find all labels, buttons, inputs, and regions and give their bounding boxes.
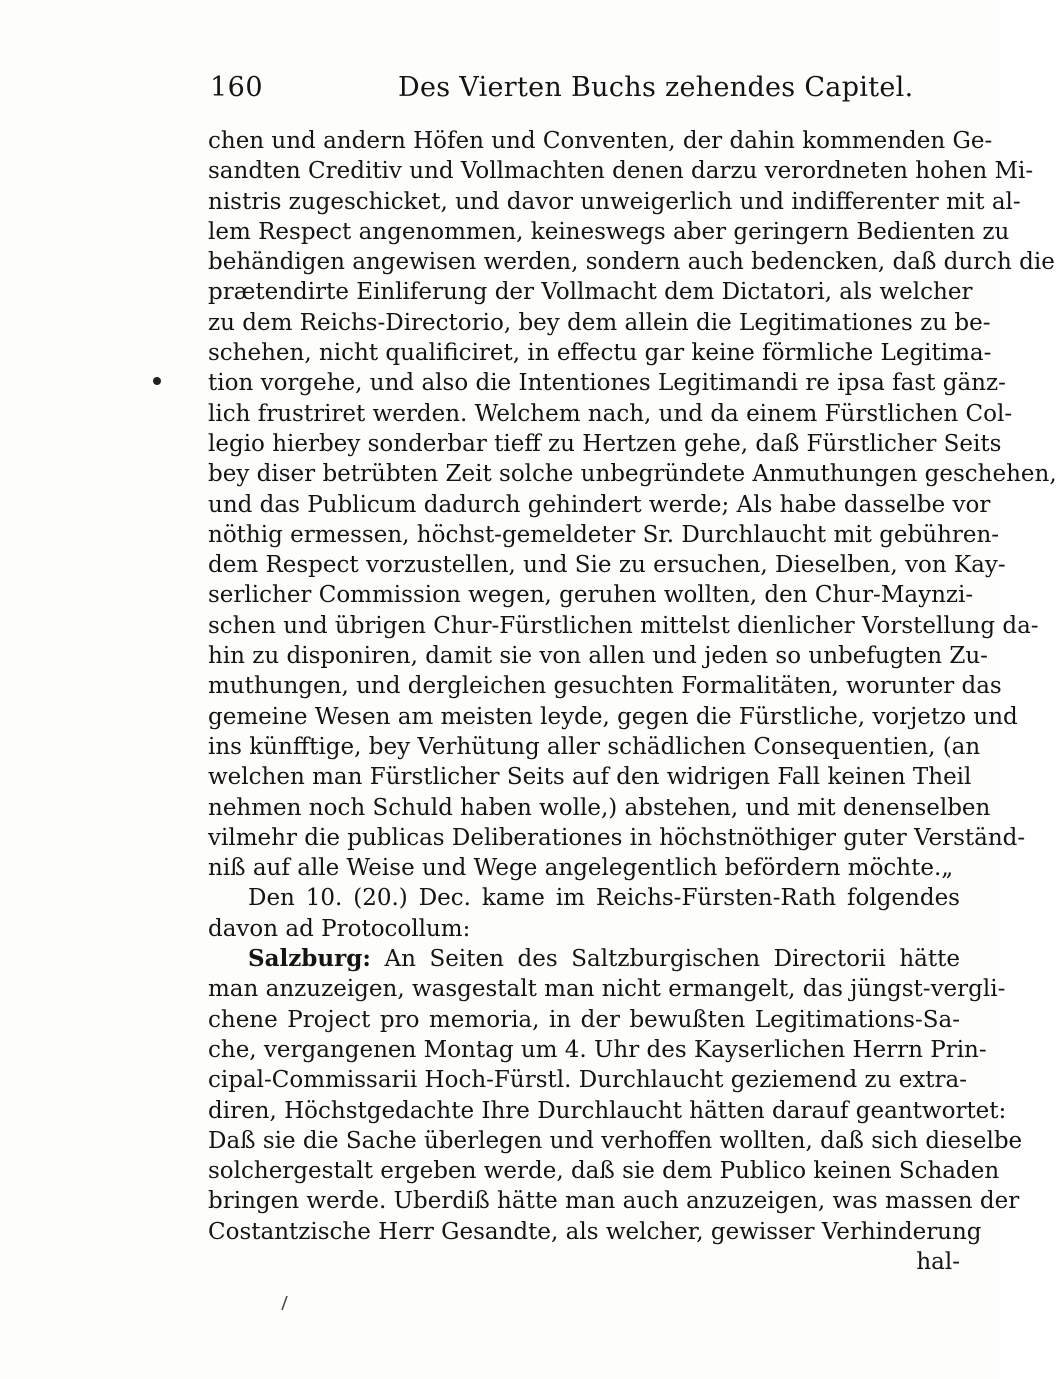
text-line: schen und übrigen Chur-Fürstlichen mittelst dienlicher Vorstellung da- (208, 612, 1039, 639)
text-line: bey diser betrübten Zeit solche unbegründete Anmuthungen geschehen, (208, 461, 1057, 488)
text-line: lem Respect angenommen, keineswegs aber geringern Bedienten zu (208, 218, 1010, 245)
body-text (208, 126, 1057, 1277)
text-line: welchen man Fürstlicher Seits auf den widrigen Fall keinen Theil (208, 764, 972, 791)
text-line: diren, Höchstgedachte Ihre Durchlaucht hätten darauf geantwortet: (208, 1097, 1007, 1124)
text-line: man anzuzeigen, wasgestalt man nicht ermangelt, das jüngst-vergli- (208, 976, 1006, 1003)
text-line: tion vorgehe, und also die Intentiones Legitimandi re ipsa fast gänz- (208, 370, 1006, 397)
text-line: zu dem Reichs-Directorio, bey dem allein die Legitimationes zu be- (208, 309, 991, 336)
text-line: prætendirte Einliferung der Vollmacht dem Dictatori, als welcher (208, 279, 973, 306)
text-line: nehmen noch Schuld haben wolle,) abstehen, und mit denenselben (208, 794, 991, 821)
page-number: 160 (210, 72, 264, 103)
text-line: davon ad Protocollum: (208, 915, 471, 942)
text-line: lich frustriret werden. Welchem nach, und da einem Fürstlichen Col- (208, 400, 1013, 427)
text-line: chene Project pro memoria, in der bewußten Legitimations-Sa- (208, 1006, 960, 1033)
text-line: nistris zugeschicket, und davor unweigerlich und indifferenter mit al- (208, 188, 1021, 215)
page-header (210, 72, 960, 108)
text-line: behändigen angewisen werden, sondern auch bedencken, daß durch die (208, 249, 1055, 276)
text-line: niß auf alle Weise und Wege angelegentlich befördern möchte.„ (208, 855, 954, 882)
text-line: cipal-Commissarii Hoch-Fürstl. Durchlaucht geziemend zu extra- (208, 1067, 968, 1094)
text-line: legio hierbey sonderbar tieff zu Hertzen gehe, daß Fürstlicher Seits (208, 430, 1002, 457)
text-line: hin zu disponiren, damit sie von allen und jeden so unbefugten Zu- (208, 643, 988, 670)
text-line: gemeine Wesen am meisten leyde, gegen die Fürstliche, vorjetzo und (208, 703, 1018, 730)
text-line: bringen werde. Uberdiß hätte man auch anzuzeigen, was massen der (208, 1188, 1020, 1215)
ink-speck (282, 1296, 287, 1310)
text-line: che, vergangenen Montag um 4. Uhr des Kayserlichen Herrn Prin- (208, 1036, 987, 1063)
text-line: vilmehr die publicas Deliberationes in höchstnöthiger guter Verständ- (208, 824, 1026, 851)
ink-speck (153, 377, 161, 385)
running-head: Des Vierten Buchs zehendes Capitel. (398, 72, 914, 103)
catchword: hal- (916, 1248, 960, 1275)
text-line: serlicher Commission wegen, geruhen wollten, den Chur-Maynzi- (208, 582, 974, 609)
speaker-label: Salzburg: (248, 945, 371, 973)
text-line: nöthig ermessen, höchst-gemeldeter Sr. Durchlaucht mit gebühren- (208, 521, 1000, 548)
text-line: schehen, nicht qualificiret, in effectu gar keine förmliche Legitima- (208, 340, 992, 367)
text-line: muthungen, und dergleichen gesuchten Formalitäten, worunter das (208, 673, 1002, 700)
text-line: sandten Creditiv und Vollmachten denen darzu verordneten hohen Mi- (208, 158, 1034, 185)
text-line: und das Publicum dadurch gehindert werde; Als habe dasselbe vor (208, 491, 991, 518)
text-line: Daß sie die Sache überlegen und verhoffen wollten, daß sich dieselbe (208, 1127, 1023, 1154)
text-line: Costantzische Herr Gesandte, als welcher, gewisser Verhinderung (208, 1218, 982, 1245)
text-line: solchergestalt ergeben werde, daß sie dem Publico keinen Schaden (208, 1158, 1000, 1185)
salzburg-statement-first-line (208, 944, 960, 974)
text-line: chen und andern Höfen und Conventen, der dahin kommenden Ge- (208, 128, 993, 154)
paragraph-date-line: Den 10. (20.) Dec. kame im Reichs-Fürsten-Rath folgendes (248, 885, 960, 912)
text-line: ins künfftige, bey Verhütung aller schädlichen Consequentien, (an (208, 733, 981, 760)
statement-text: An Seiten des Saltzburgischen Directorii hätte (384, 946, 960, 973)
text-line: dem Respect vorzustellen, und Sie zu ersuchen, Dieselben, von Kay- (208, 552, 1006, 579)
